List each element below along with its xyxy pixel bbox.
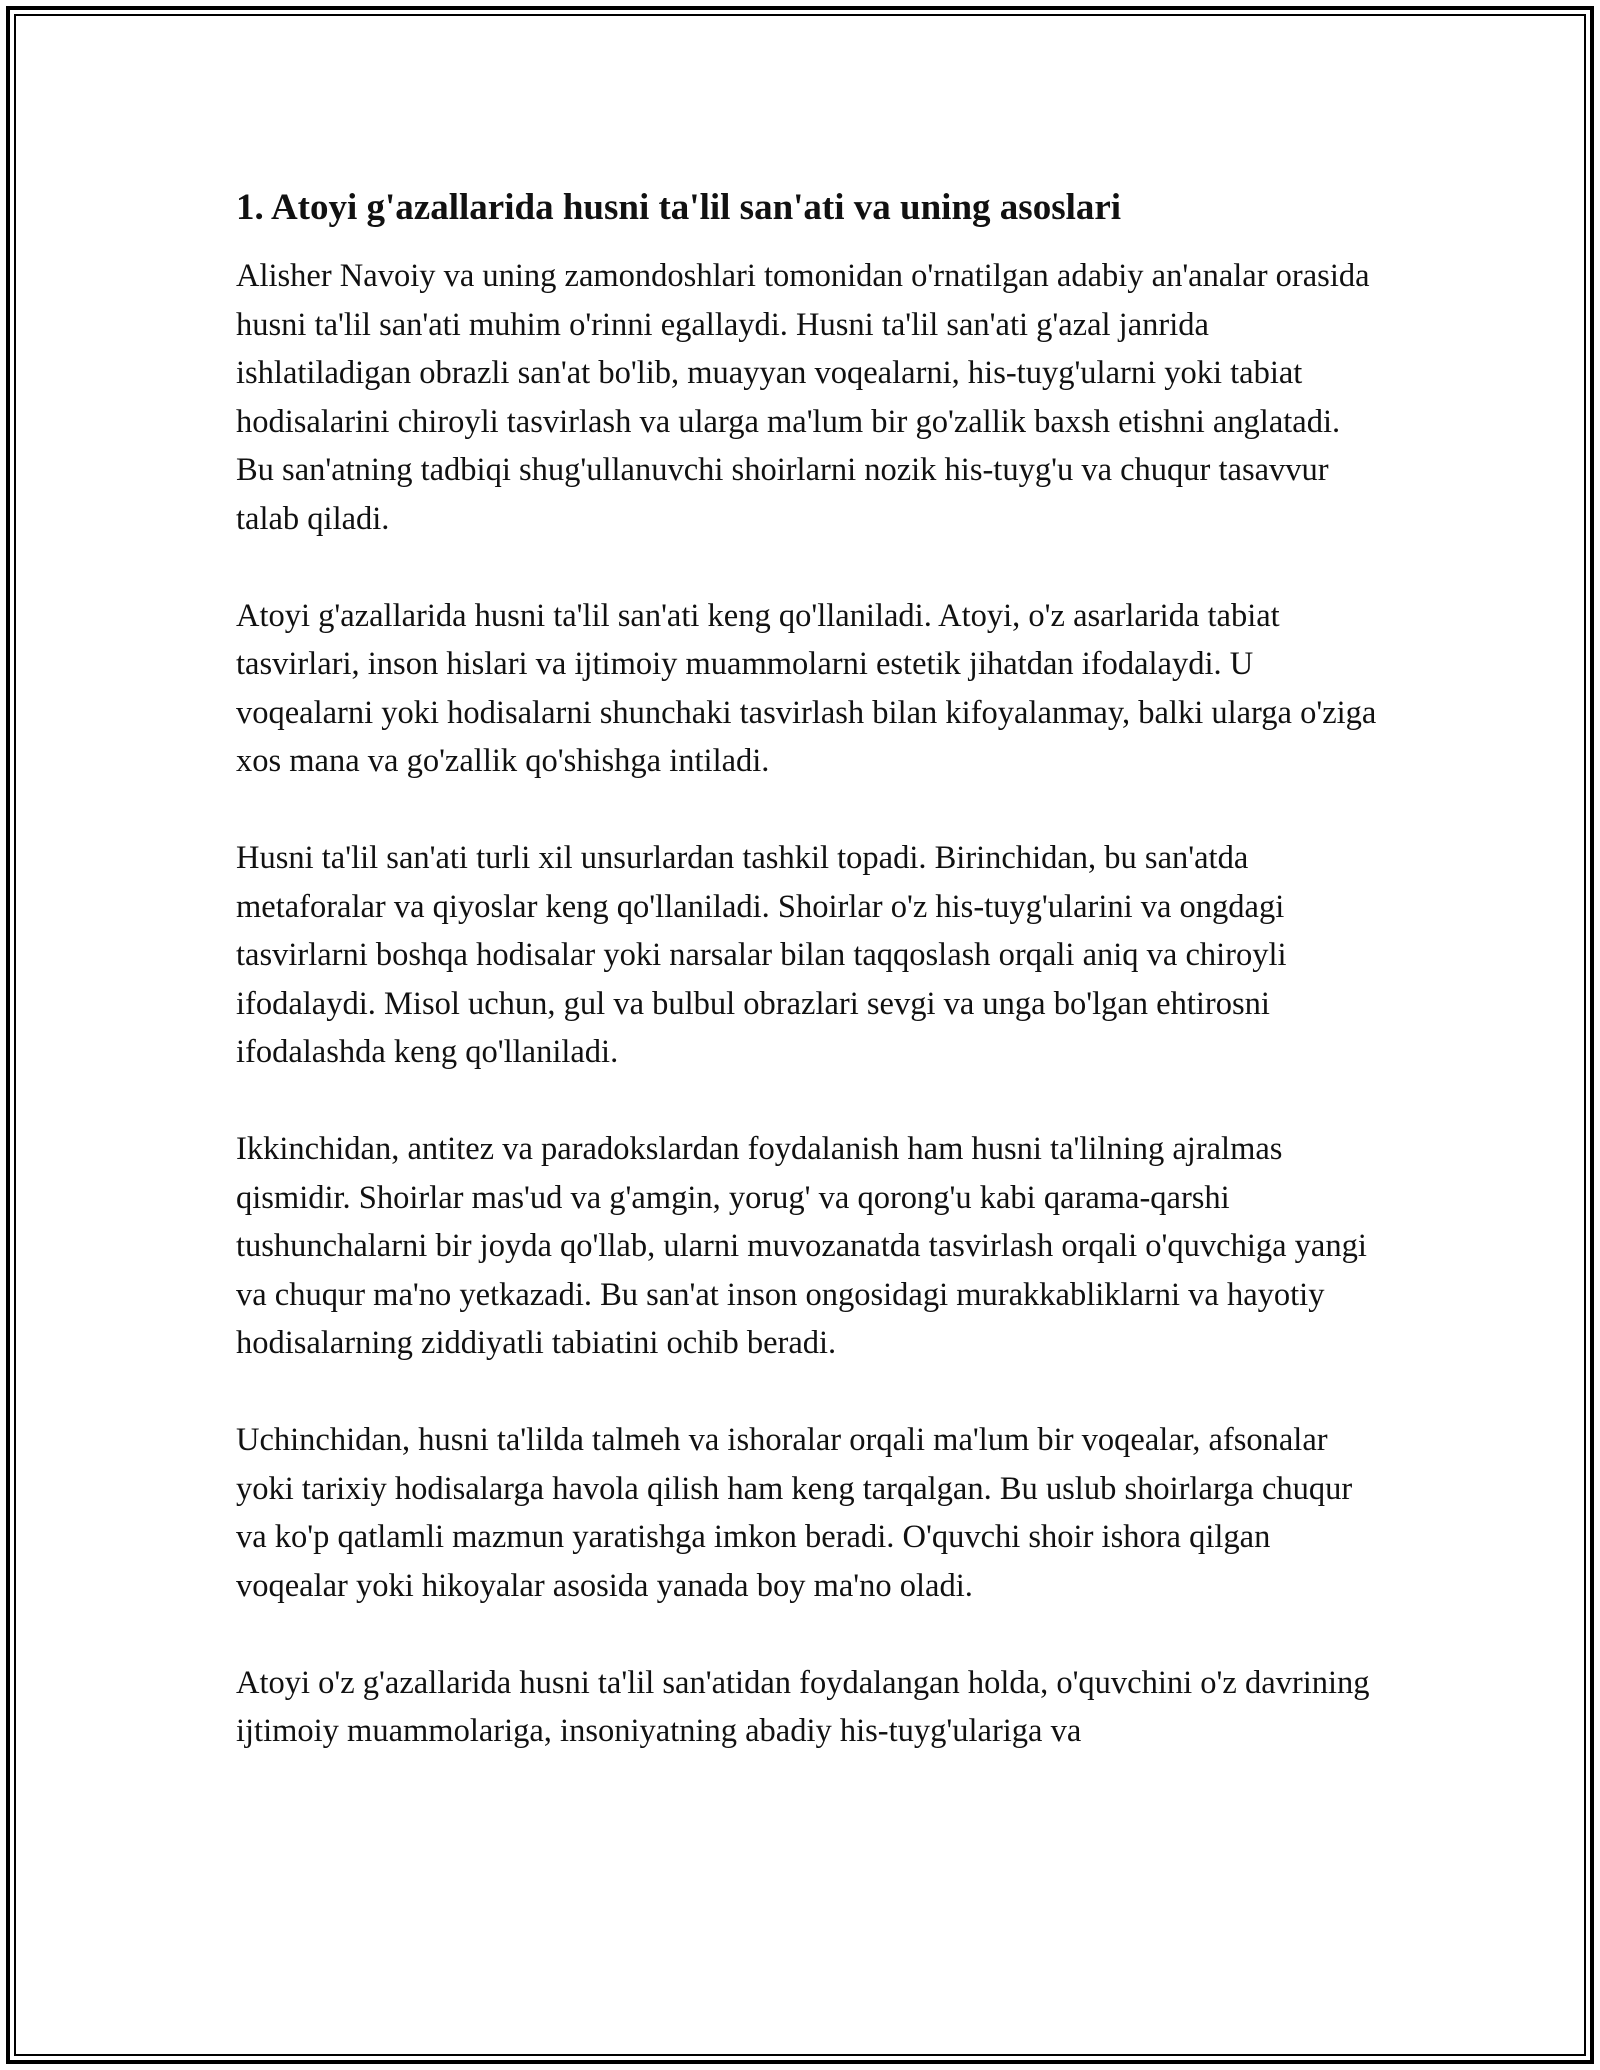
paragraph-3: Husni ta'lil san'ati turli xil unsurlardan tashkil topadi. Birinchidan, bu san'atda metaforalar va qiyoslar keng qo'llaniladi. Shoirlar o'z his-tuyg'ularini va ongdagi tasvirlarni boshqa hodisalar yoki narsalar bilan taqqoslash orqali aniq va chiroyli ifodalaydi. Misol uchun, gul va bulbul obrazlari sevgi va unga bo'lgan ehtirosni ifodalashda keng qo'llaniladi.: [236, 840, 1287, 1070]
paragraph-2: Atoyi g'azallarida husni ta'lil san'ati keng qo'llaniladi. Atoyi, o'z asarlarida tabiat tasvirlari, inson hislari va ijtimoiy muammolarni estetik jihatdan ifodalaydi. U voqealarni yoki hodisalarni shunchaki tasvirlash bilan kifoyalanmay, balki ularga o'ziga xos mana va go'zallik qo'shishga intiladi.: [236, 597, 1377, 779]
section-heading: 1. Atoyi g'azallarida husni ta'lil san'ati va uning asoslari: [236, 187, 1122, 228]
paragraph-5: Uchinchidan, husni ta'lilda talmeh va ishoralar orqali ma'lum bir voqealar, afsonalar yoki tarixiy hodisalarga havola qilish ham keng tarqalgan. Bu uslub shoirlarga chuqur va ko'p qatlamli mazmun yaratishga imkon beradi. O'quvchi shoir ishora qilgan voqealar yoki hikoyalar asosida yanada boy ma'no oladi.: [236, 1422, 1353, 1604]
document-body: [236, 184, 1386, 1804]
paragraph-6: Atoyi o'z g'azallarida husni ta'lil san'atidan foydalangan holda, o'quvchini o'z davrining ijtimoiy muammolariga, insoniyatning abadiy his-tuyg'ulariga va: [236, 1664, 1370, 1749]
paragraph-1: Alisher Navoiy va uning zamondoshlari tomonidan o'rnatilgan adabiy an'analar orasida husni ta'lil san'ati muhim o'rinni egallaydi. Husni ta'lil san'ati g'azal janrida ishlatiladigan obrazli san'at bo'lib, muayyan voqealarni, his-tuyg'ularni yoki tabiat hodisalarini chiroyli tasvirlash va ularga ma'lum bir go'zallik baxsh etishni anglatadi. Bu san'atning tadbiqi shug'ullanuvchi shoirlarni nozik his-tuyg'u va chuqur tasavvur talab qiladi.: [236, 258, 1370, 537]
paragraph-4: Ikkinchidan, antitez va paradokslardan foydalanish ham husni ta'lilning ajralmas qismidir. Shoirlar mas'ud va g'amgin, yorug' va qorong'u kabi qarama-qarshi tushunchalarni bir joyda qo'llab, ularni muvozanatda tasvirlash orqali o'quvchiga yangi va chuqur ma'no yetkazadi. Bu san'at inson ongosidagi murakkabliklarni va hayotiy hodisalarning ziddiyatli tabiatini ochib beradi.: [236, 1131, 1367, 1361]
